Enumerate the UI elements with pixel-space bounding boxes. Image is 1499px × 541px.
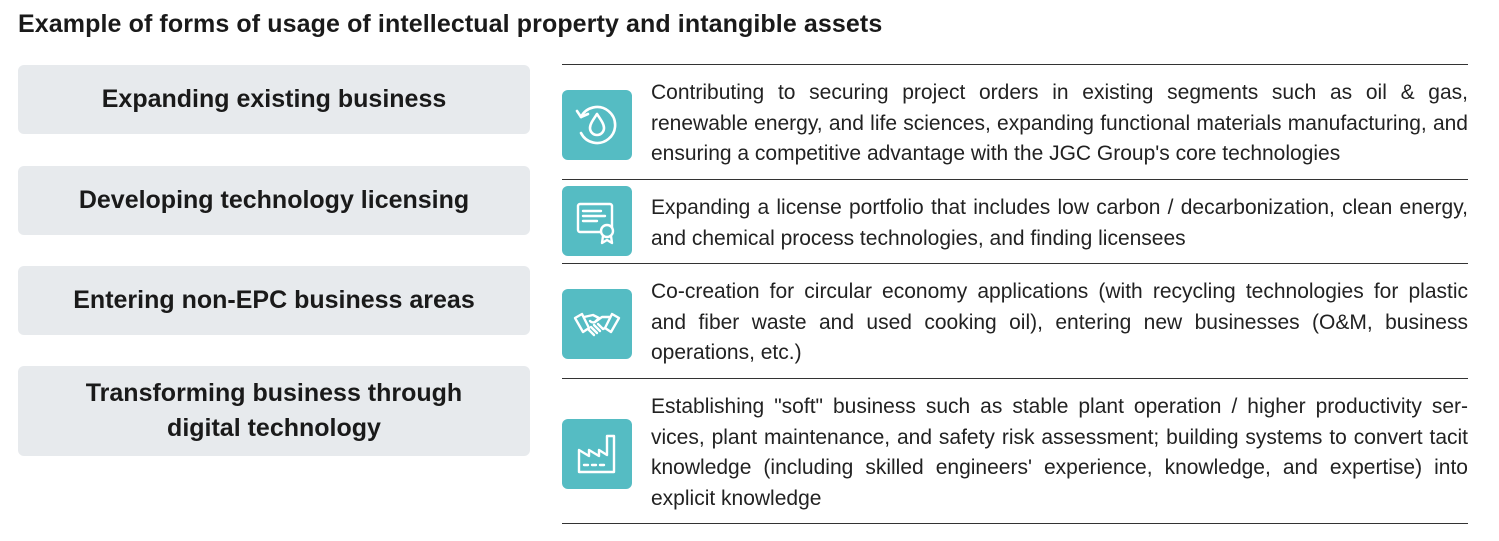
category-digital-transformation-label: Transforming business through digital technology [85,379,463,442]
handshake-icon [562,289,632,359]
detail-text-existing-business: Contributing to securing project orders in existing segments such as oil & gas, renewable energy, and life sciences, expanding functional materials manufacturing, and ensuring a competitive advantage with the JGC Group's core technologies [651,81,1468,165]
divider [562,523,1468,524]
factory-icon [562,419,632,489]
detail-text-technology-licensing: Expanding a license portfolio that includes low carbon / decarbonization, clean energy, and chemical process technologies, and finding licensees [651,196,1468,250]
divider [562,378,1468,379]
category-expanding-existing-business: Expanding existing business [18,65,530,134]
category-digital-transformation [18,366,530,456]
category-non-epc-business: Entering non-EPC business areas [18,266,530,335]
category-technology-licensing: Developing technology licensing [18,166,530,235]
page-title: Example of forms of usage of intellectual property and intangible assets [18,10,883,38]
detail-text-non-epc: Co-creation for circular economy applications (with recycling technologies for plastic and fiber waste and used cooking oil), entering new businesses (O&M, business operations, etc.) [651,280,1468,364]
detail-text-digital: Establishing "soft" business such as stable plant operation / higher productivity ser-vices, plant maintenance, and safety risk assessment; building systems to convert tacit knowledge (including skilled engineers' experience, knowledge, and expertise) into explicit knowledge [651,395,1468,510]
divider [562,64,1468,65]
divider [562,263,1468,264]
water-drop-cycle-icon [562,90,632,160]
license-certificate-icon [562,186,632,256]
divider [562,179,1468,180]
